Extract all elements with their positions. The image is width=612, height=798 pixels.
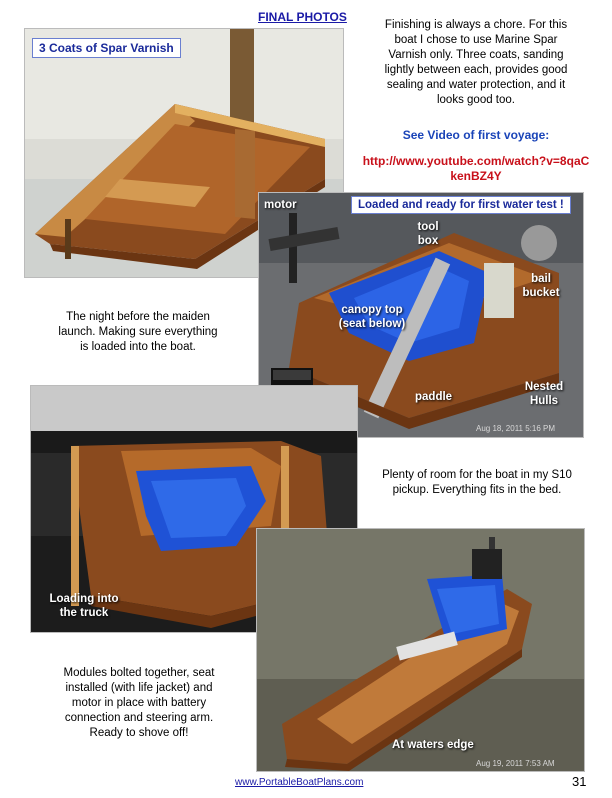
label-line: Hulls — [529, 395, 559, 407]
video-link[interactable] — [352, 154, 600, 184]
label-line: bucket — [522, 287, 560, 299]
label-line: Nested — [524, 381, 564, 393]
video-label: See Video of first voyage: — [402, 128, 550, 142]
intro-line: lightly between each, provides good — [384, 64, 568, 76]
label-line: the truck — [59, 607, 109, 619]
label-tool-box — [410, 220, 446, 248]
label-line: tool — [417, 221, 439, 233]
photo-waters-edge — [256, 528, 585, 772]
label-line: bail — [531, 273, 551, 285]
paragraph-line: Plenty of room for the boat in my S10 — [382, 469, 572, 481]
label-bail-bucket — [516, 272, 566, 300]
photo2-timestamp: Aug 18, 2011 5:16 PM — [476, 424, 556, 433]
label-line: Loading into — [49, 593, 119, 605]
footer-website-link[interactable]: www.PortableBoatPlans.com — [235, 777, 364, 788]
intro-line: sealing and water protection, and it — [386, 79, 566, 91]
label-line: (seat below) — [338, 318, 406, 330]
label-nested-hulls — [516, 380, 572, 408]
intro-line: Varnish only. Three coats, sanding — [388, 49, 564, 61]
label-line: box — [417, 235, 439, 247]
label-paddle: paddle — [415, 391, 453, 403]
pickup-paragraph — [358, 468, 596, 498]
label-loading-truck — [40, 592, 128, 620]
label-line: canopy top — [341, 304, 403, 316]
paragraph-line: launch. Making sure everything — [58, 326, 218, 338]
paragraph-line: is loaded into the boat. — [80, 341, 196, 353]
label-canopy — [330, 303, 414, 331]
paragraph-line: pickup. Everything fits in the bed. — [392, 484, 562, 496]
night-before-paragraph — [30, 310, 246, 355]
intro-line: looks good too. — [436, 94, 515, 106]
video-link-line[interactable]: http://www.youtube.com/watch?v=8qaC — [362, 154, 590, 168]
photo2-caption: Loaded and ready for first water test ! — [351, 196, 571, 214]
page-number: 31 — [572, 774, 587, 789]
paragraph-line: installed (with life jacket) and — [65, 682, 213, 694]
paragraph-line: The night before the maiden — [66, 311, 210, 323]
intro-line: boat I chose to use Marine Spar — [394, 34, 558, 46]
page-title: FINAL PHOTOS — [258, 10, 347, 24]
intro-paragraph — [352, 18, 600, 108]
modules-paragraph — [34, 666, 244, 741]
paragraph-line: Modules bolted together, seat — [63, 667, 215, 679]
paragraph-line: motor in place with battery — [71, 697, 207, 709]
photo1-caption: 3 Coats of Spar Varnish — [32, 38, 181, 58]
paragraph-line: connection and steering arm. — [64, 712, 214, 724]
intro-line: Finishing is always a chore. For this — [384, 19, 568, 31]
paragraph-line: Ready to shove off! — [89, 727, 189, 739]
photo4-timestamp: Aug 19, 2011 7:53 AM — [476, 759, 555, 768]
label-waters-edge: At waters edge — [392, 739, 474, 751]
video-link-line[interactable]: kenBZ4Y — [450, 169, 502, 183]
label-motor: motor — [264, 199, 297, 211]
